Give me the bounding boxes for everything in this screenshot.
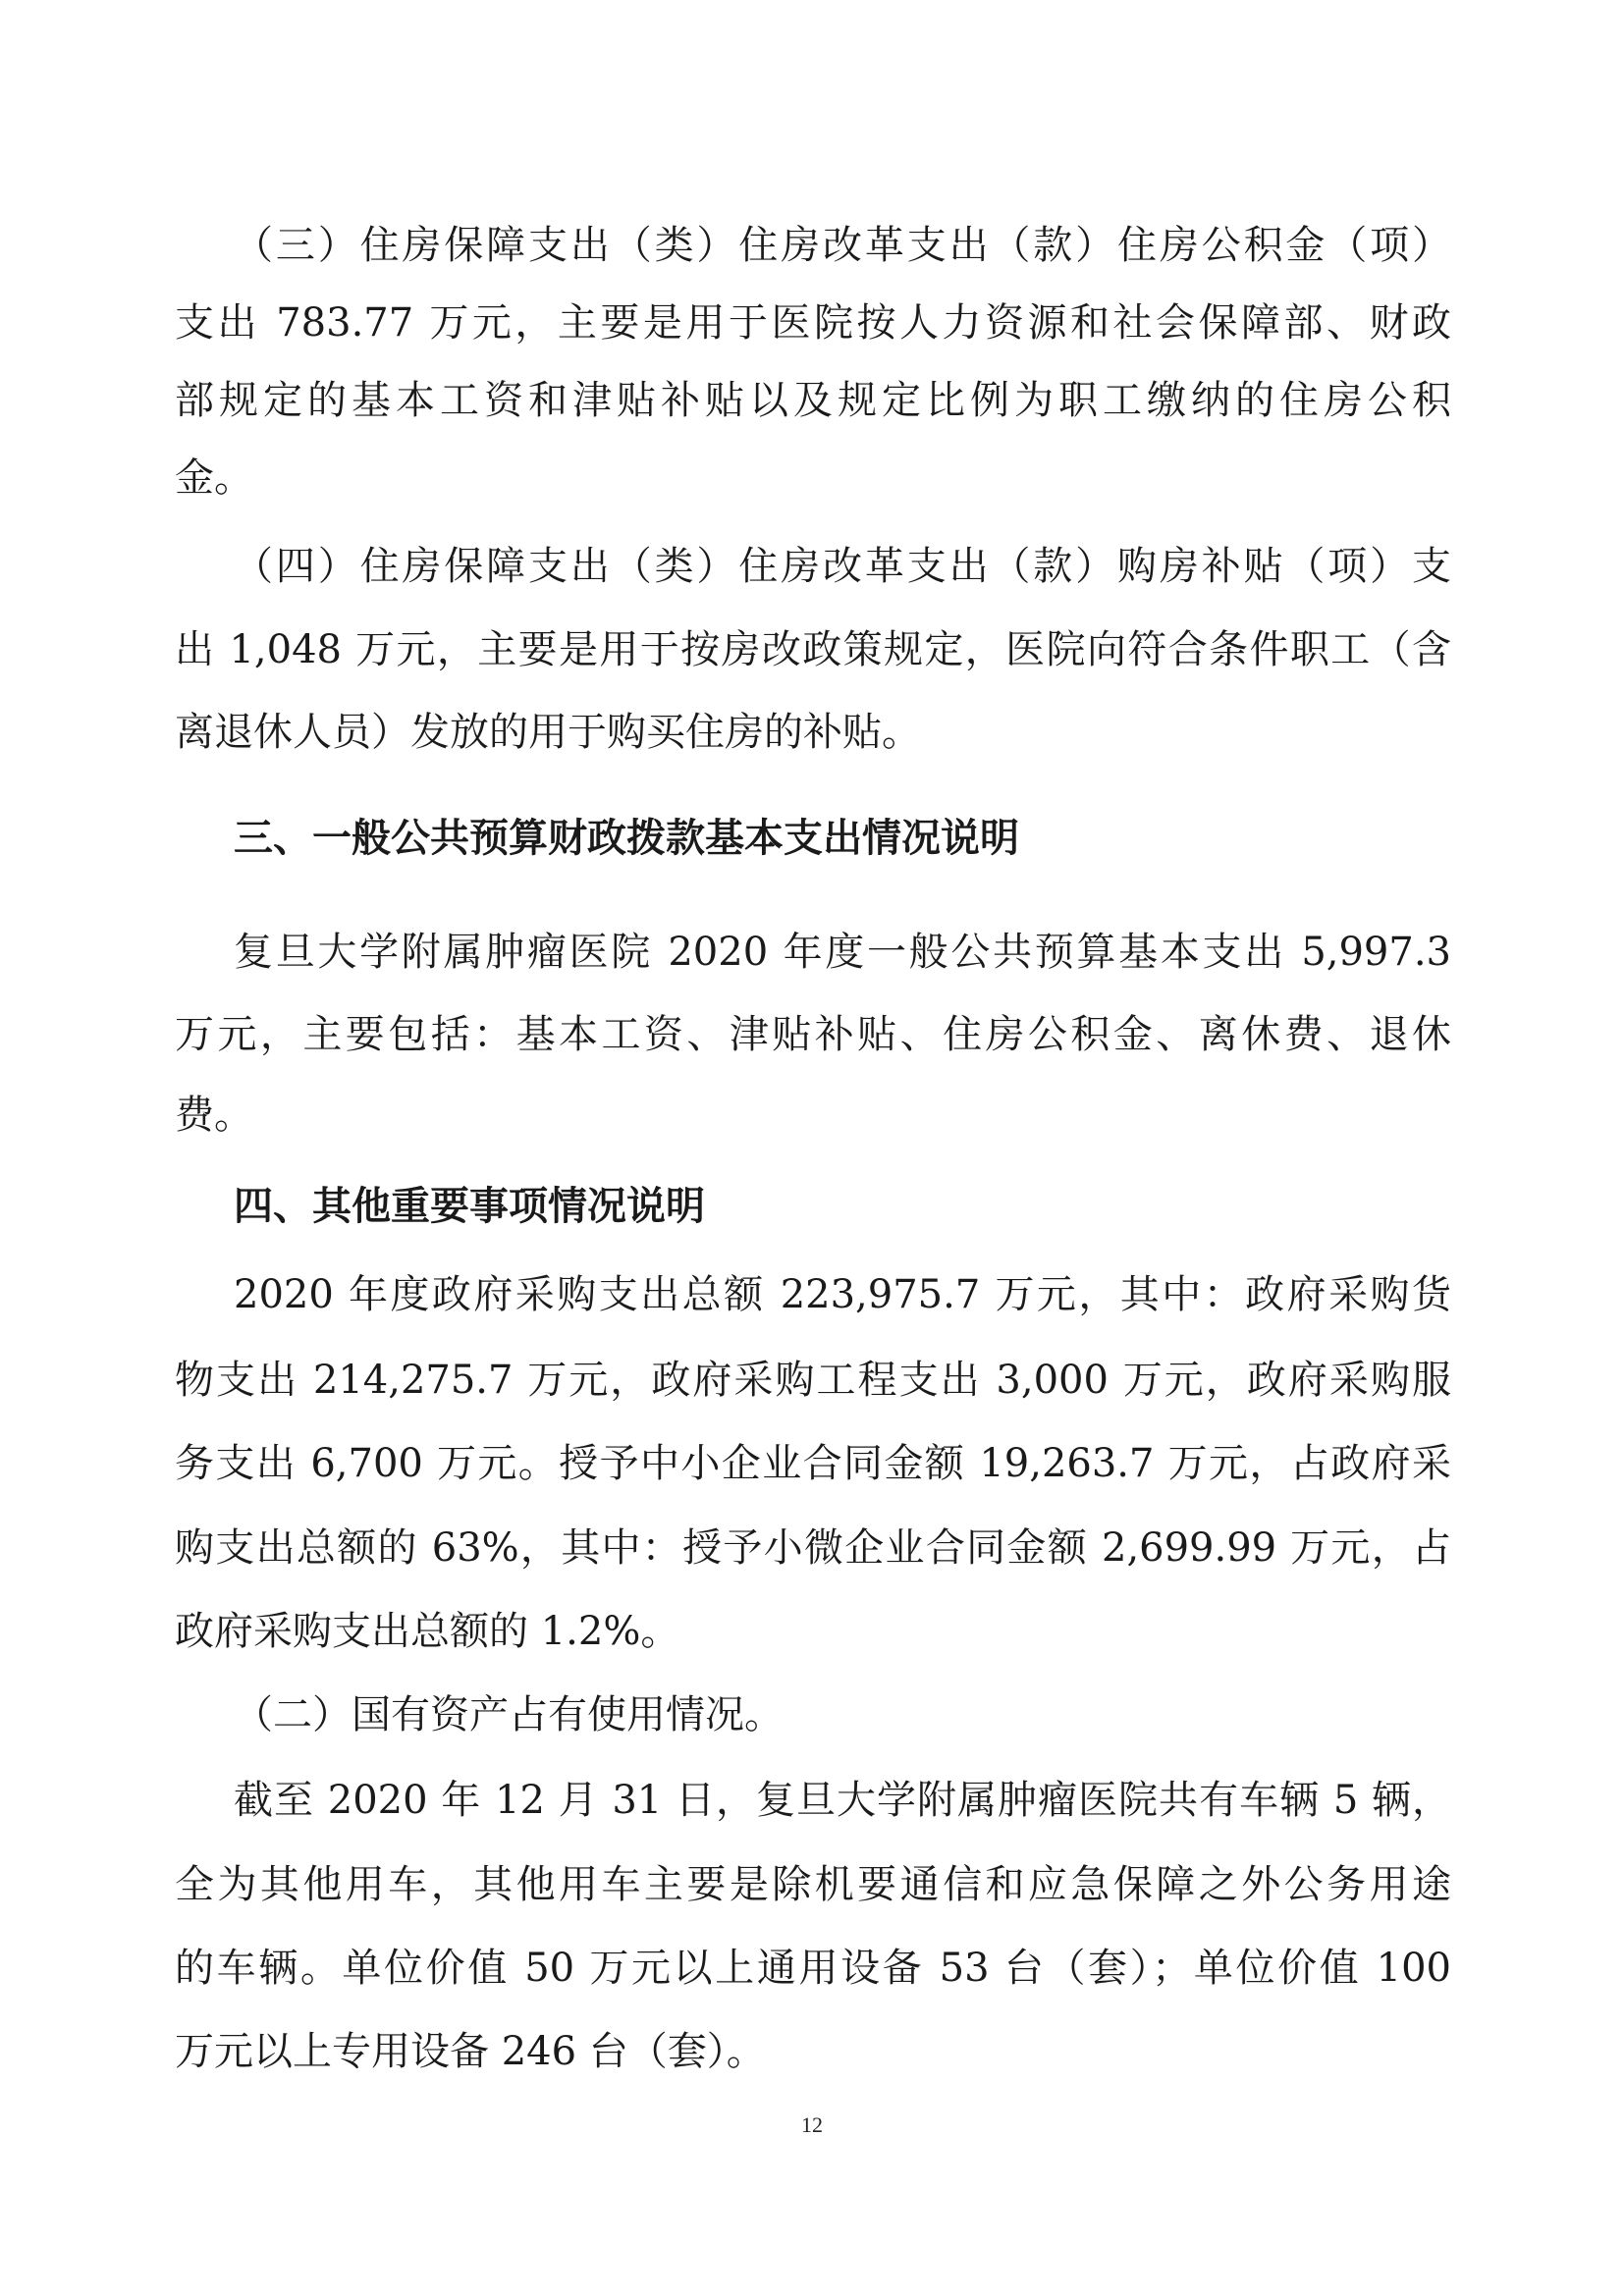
paragraph-line: 费。 xyxy=(175,1093,253,1138)
paragraph-line: 离退休人员）发放的用于购买住房的补贴。 xyxy=(175,710,921,755)
paragraph-line: 复旦大学附属肿瘤医院 2020 年度一般公共预算基本支出 5,997.3 xyxy=(234,930,1451,975)
page-number: 12 xyxy=(801,2112,823,2137)
paragraph-line: 2020 年度政府采购支出总额 223,975.7 万元，其中：政府采购货 xyxy=(234,1272,1451,1317)
paragraph-line: 务支出 6,700 万元。授予中小企业合同金额 19,263.7 万元，占政府采 xyxy=(175,1441,1451,1486)
paragraph-line: 支出 783.77 万元，主要是用于医院按人力资源和社会保障部、财政 xyxy=(175,300,1451,346)
paragraph-line: 购支出总额的 63%，其中：授予小微企业合同金额 2,699.99 万元，占 xyxy=(175,1525,1451,1571)
paragraph-line: （四）住房保障支出（类）住房改革支出（款）购房补贴（项）支 xyxy=(234,544,1451,589)
paragraph-line: 万元，主要包括：基本工资、津贴补贴、住房公积金、离休费、退休 xyxy=(175,1012,1451,1057)
paragraph-line: 出 1,048 万元，主要是用于按房改政策规定，医院向符合条件职工（含 xyxy=(175,627,1451,672)
paragraph-line: 全为其他用车，其他用车主要是除机要通信和应急保障之外公务用途 xyxy=(175,1862,1451,1907)
paragraph-line: 部规定的基本工资和津贴补贴以及规定比例为职工缴纳的住房公积 xyxy=(175,378,1451,423)
paragraph-line: 金。 xyxy=(175,455,253,501)
paragraph-line: 万元以上专用设备 246 台（套）。 xyxy=(175,2029,766,2074)
paragraph-line: （三）住房保障支出（类）住房改革支出（款）住房公积金（项） xyxy=(234,223,1451,268)
section-heading: 三、一般公共预算财政拨款基本支出情况说明 xyxy=(234,816,1019,861)
paragraph-line: 截至 2020 年 12 月 31 日，复旦大学附属肿瘤医院共有车辆 5 辆， xyxy=(234,1778,1451,1823)
paragraph-line: （二）国有资产占有使用情况。 xyxy=(234,1692,784,1737)
paragraph-line: 政府采购支出总额的 1.2%。 xyxy=(175,1609,680,1654)
paragraph-line: 物支出 214,275.7 万元，政府采购工程支出 3,000 万元，政府采购服 xyxy=(175,1358,1451,1403)
section-heading: 四、其他重要事项情况说明 xyxy=(234,1184,705,1229)
paragraph-line: 的车辆。单位价值 50 万元以上通用设备 53 台（套）；单位价值 100 xyxy=(175,1946,1451,1991)
